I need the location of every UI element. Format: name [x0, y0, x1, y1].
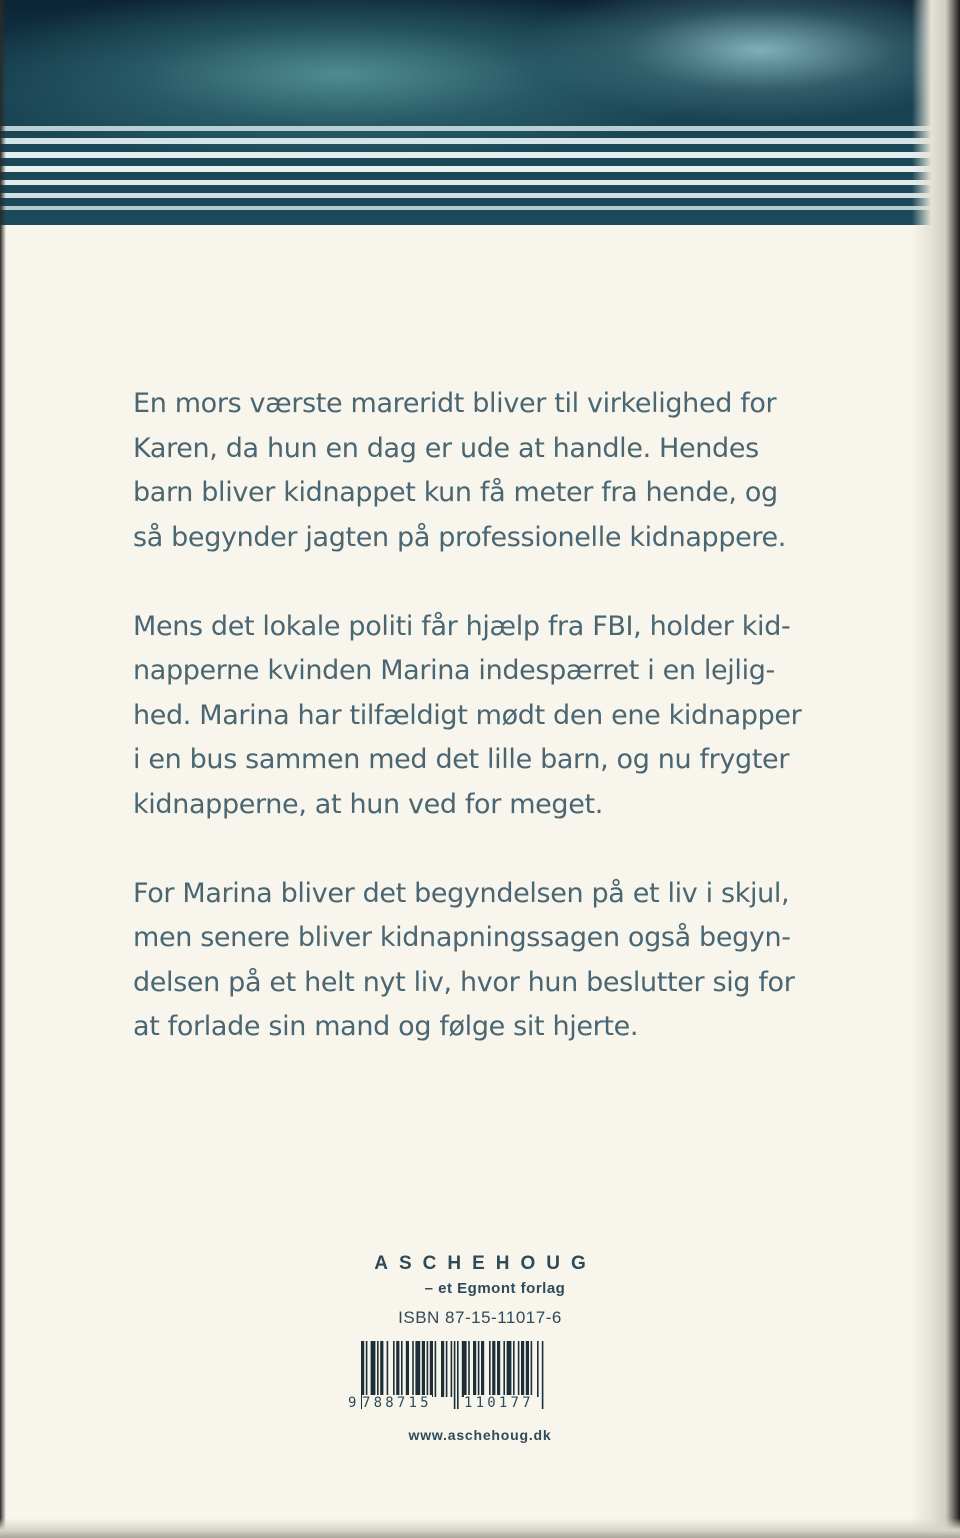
barcode-bar: [393, 1341, 395, 1397]
barcode-bar: [406, 1341, 409, 1397]
barcode-bar: [412, 1341, 414, 1397]
barcode-bar: [473, 1341, 476, 1397]
barcode-bar: [427, 1341, 429, 1397]
barcode-bar: [415, 1341, 420, 1397]
blurb-line: napperne kvinden Marina indespærret i en lejlig-: [133, 655, 775, 686]
cover-stripe: [0, 206, 960, 210]
barcode-bar: [481, 1341, 484, 1397]
barcode-bar: [531, 1341, 533, 1397]
barcode-bar: [435, 1341, 437, 1397]
scan-right-edge: [912, 0, 960, 1538]
barcode-bar: [503, 1341, 505, 1397]
barcode-bar: [454, 1341, 456, 1409]
blurb-line: Karen, da hun en dag er ude at handle. Hendes: [133, 432, 759, 464]
barcode-bar: [521, 1341, 524, 1397]
barcode-bar: [446, 1341, 448, 1397]
blurb-paragraph: [133, 605, 823, 828]
barcode-bar: [518, 1341, 520, 1397]
barcode-left-digits: 788715: [362, 1395, 432, 1411]
barcode-bar: [468, 1341, 470, 1397]
isbn-number: ISBN 87-15-11017-6: [398, 1308, 562, 1327]
blurb-text: [133, 382, 823, 1094]
blurb-line: hed. Marina har tilfældigt mødt den ene kidnapper: [133, 699, 802, 731]
barcode: [348, 1341, 568, 1416]
cover-stripe: [0, 166, 960, 172]
barcode-bar: [401, 1341, 403, 1397]
barcode-bar: [462, 1341, 467, 1397]
barcode-bar: [441, 1341, 444, 1397]
barcode-bar: [377, 1341, 379, 1397]
barcode-bar: [457, 1341, 459, 1409]
barcode-bar: [542, 1341, 544, 1409]
barcode-first-digit: 9: [348, 1395, 357, 1411]
scan-bottom-edge: [0, 1518, 960, 1538]
cover-stripe: [0, 152, 960, 158]
barcode-bar: [537, 1341, 539, 1397]
cover-stripe: [0, 180, 960, 185]
barcode-bar: [396, 1341, 399, 1397]
blurb-line: så begynder jagten på professionelle kidnappere.: [133, 521, 787, 553]
top-color-band: [0, 0, 960, 225]
blurb-paragraph: [133, 382, 823, 560]
barcode-bar: [387, 1341, 389, 1397]
barcode-bar: [380, 1341, 383, 1397]
cover-stripe: [0, 193, 960, 198]
publisher-subtitle: – et Egmont forlag: [424, 1280, 566, 1297]
barcode-bar: [526, 1341, 529, 1397]
barcode-bar: [371, 1341, 376, 1397]
blurb-line: i en bus sammen med det lille barn, og nu frygter: [133, 744, 790, 775]
barcode-bar: [489, 1341, 491, 1397]
cover-stripe: [0, 126, 960, 131]
barcode-bar: [492, 1341, 495, 1397]
barcode-bar: [451, 1341, 453, 1397]
blurb-line: kidnapperne, at hun ved for meget.: [133, 788, 603, 820]
barcode-bar: [497, 1341, 500, 1397]
barcode-bar: [422, 1341, 425, 1397]
barcode-bar: [430, 1341, 433, 1397]
barcode-bar: [507, 1341, 512, 1397]
blurb-line: Mens det lokale politi får hjælp fra FBI, holder kid-: [133, 610, 791, 642]
publisher-url: www.aschehoug.dk: [408, 1427, 552, 1443]
blurb-line: at forlade sin mand og følge sit hjerte.: [133, 1011, 639, 1042]
blurb-line: En mors værste mareridt bliver til virkelighed for: [133, 388, 777, 419]
scan-left-edge: [0, 0, 6, 1538]
blurb-line: For Marina bliver det begyndelsen på et liv i skjul,: [133, 877, 790, 909]
barcode-bar: [478, 1341, 480, 1397]
blurb-line: barn bliver kidnappet kun få meter fra hende, og: [133, 477, 778, 508]
publisher-logo: [300, 1250, 660, 1300]
blurb-line: delsen på et helt nyt liv, hvor hun beslutter sig for: [133, 966, 795, 998]
barcode-bar: [513, 1341, 515, 1397]
blurb-line: men senere bliver kidnapningssagen også begyn-: [133, 922, 791, 953]
cover-stripe: [0, 138, 960, 144]
publisher-name: ASCHEHOUG: [374, 1253, 597, 1274]
blurb-paragraph: [133, 872, 823, 1050]
barcode-right-digits: 110177: [464, 1395, 534, 1411]
